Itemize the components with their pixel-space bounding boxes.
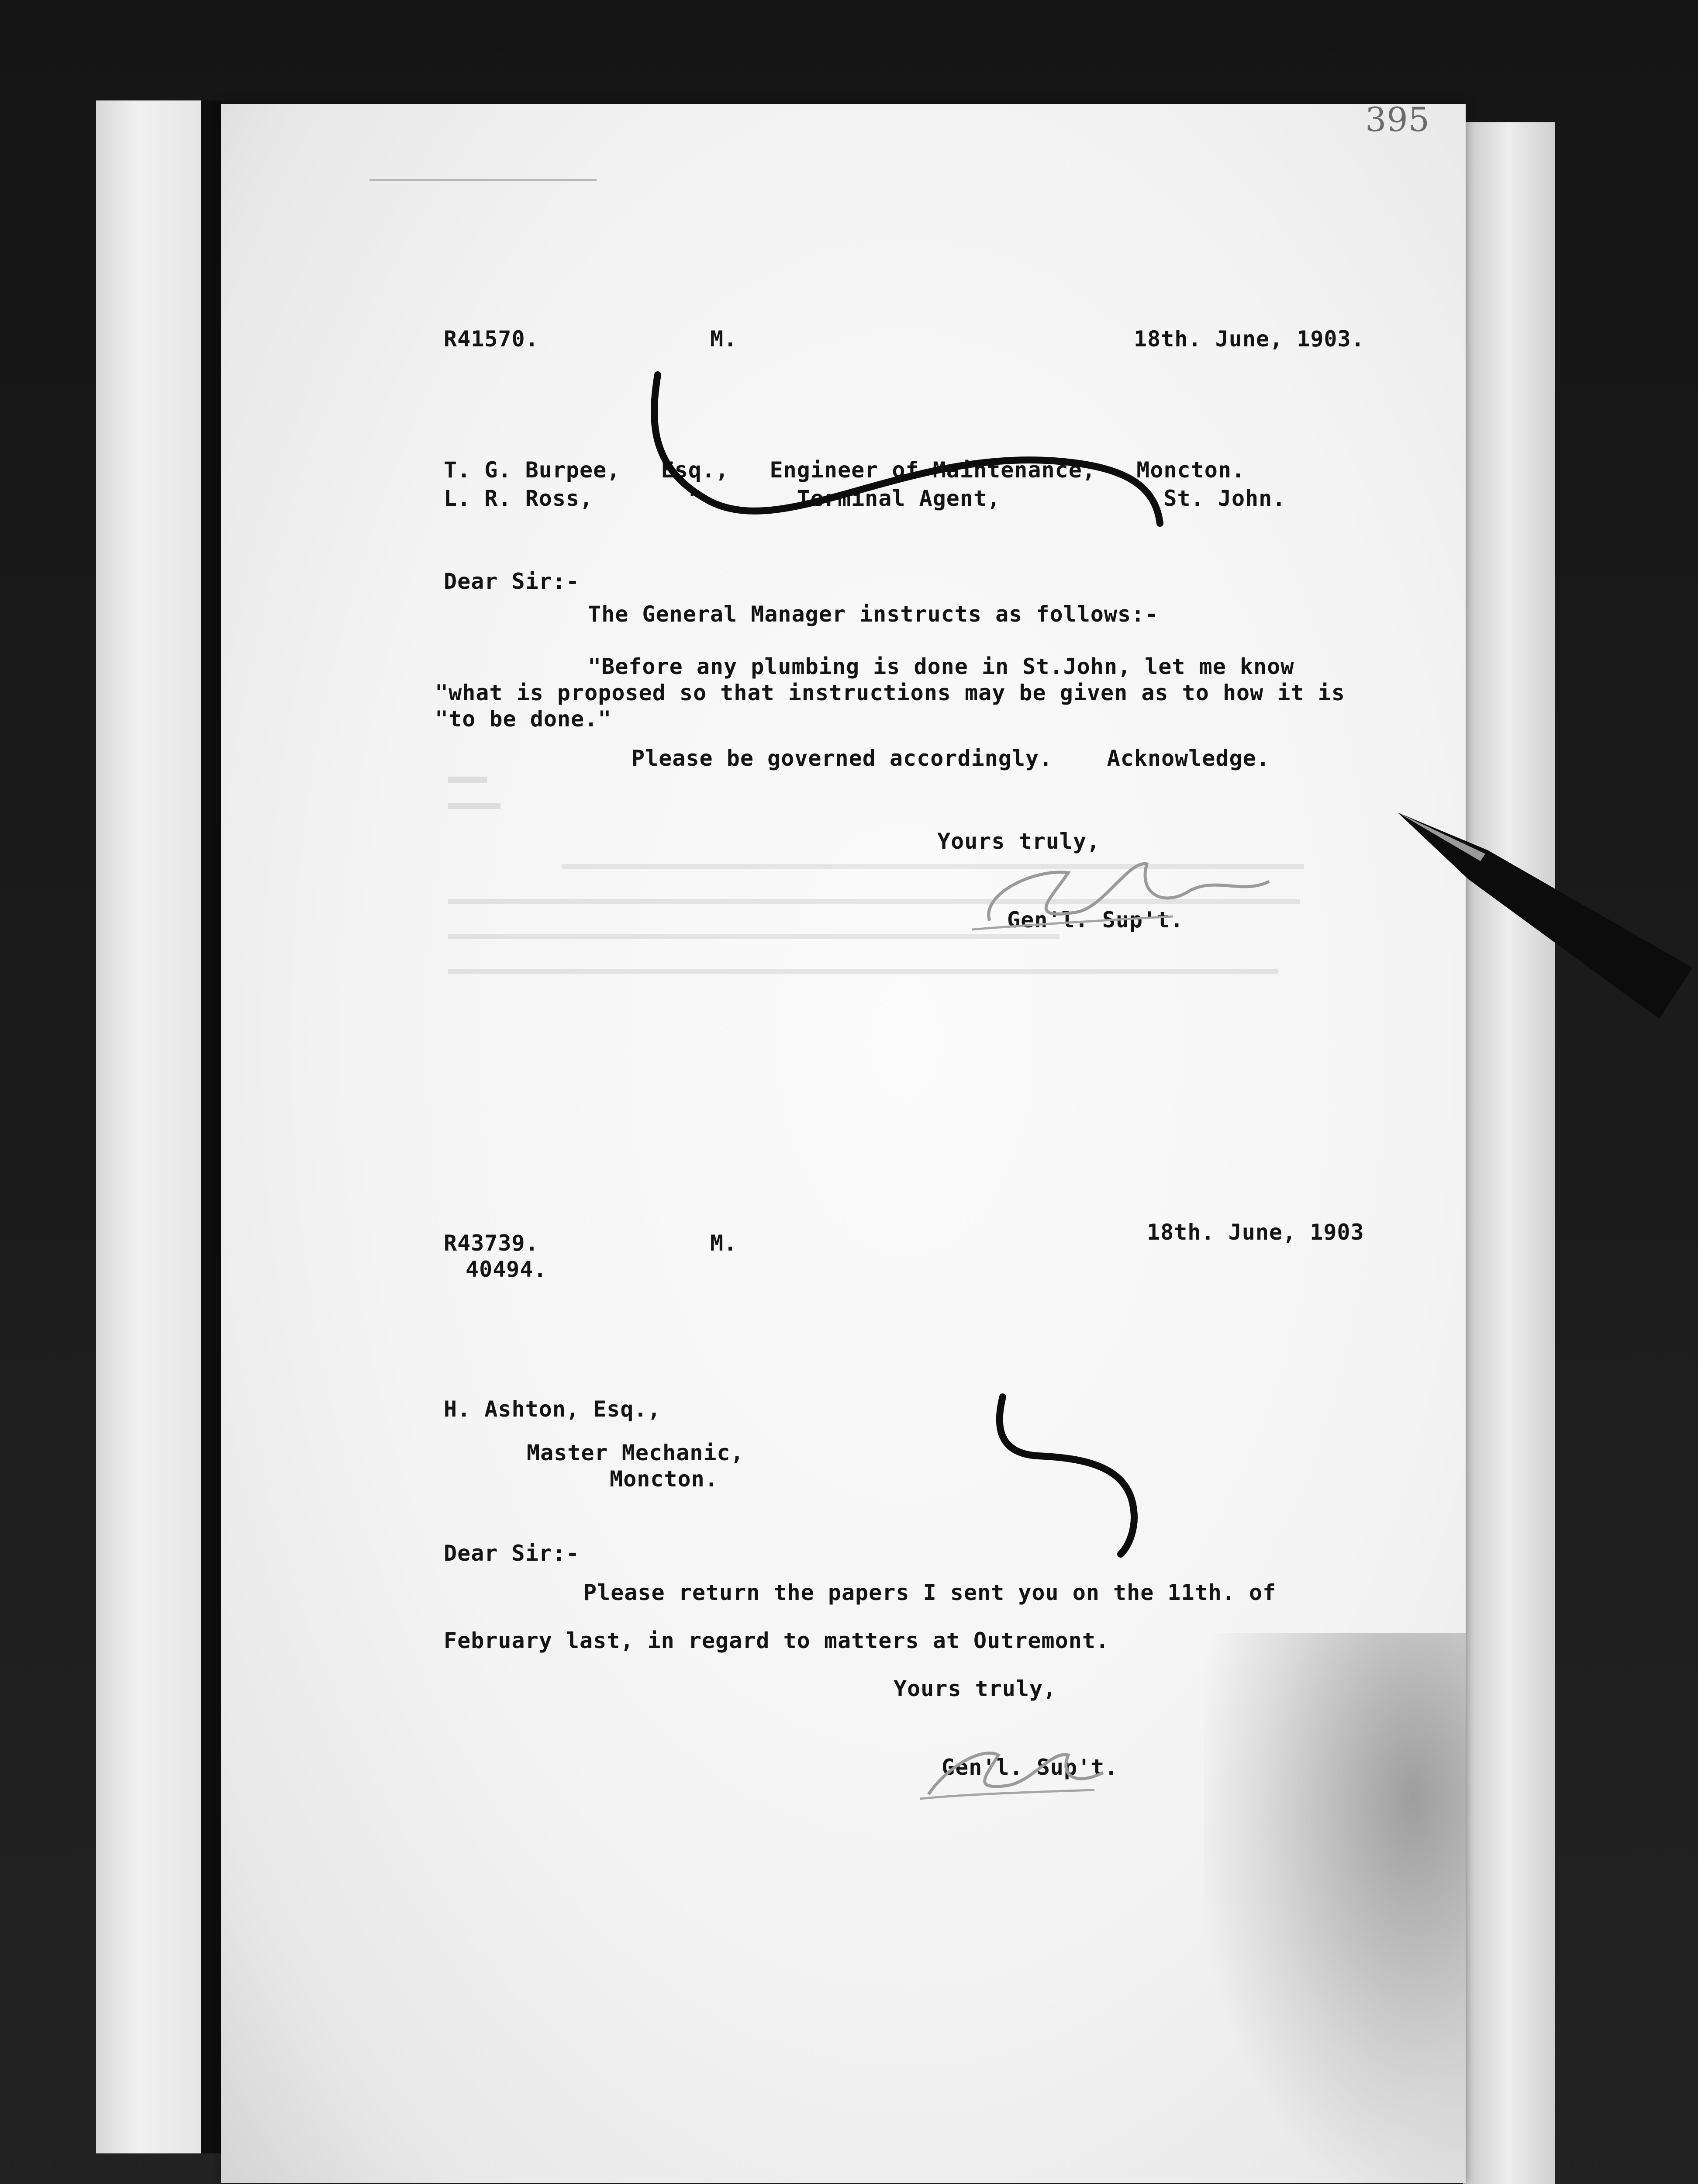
letter-one-salutation: Dear Sir:- — [444, 569, 580, 594]
letter-two-date: 18th. June, 1903 — [1147, 1220, 1364, 1245]
letter-two-recipient-city: Moncton. — [610, 1466, 718, 1492]
page-gutter-shadow — [201, 100, 221, 2153]
signature-two-icon — [911, 1720, 1138, 1807]
letter-two-body-1: Please return the papers I sent you on the 11th. of — [583, 1580, 1277, 1605]
letter-two-initial: M. — [710, 1230, 738, 1256]
letterbook-page — [221, 100, 1466, 2183]
page-shadow-lower-right — [1204, 1633, 1466, 2183]
letter-one-body-1: The General Manager instructs as follows:- — [588, 601, 1159, 627]
letter-one-body-4: "to be done." — [435, 706, 612, 732]
letter-one-body-3: "what is proposed so that instructions may be given as to how it is — [435, 680, 1345, 705]
letter-two-reference: R43739. — [444, 1230, 539, 1256]
handwritten-flourish-icon — [605, 357, 1217, 541]
letter-one-body-2: "Before any plumbing is done in St.John, let me know — [588, 654, 1294, 679]
letter-one-reference: R41570. — [444, 326, 539, 352]
letter-one-signoff: Gen'l. Sup't. — [1007, 907, 1184, 933]
page-number: 395 — [1365, 100, 1430, 139]
letter-two-recipient-name: H. Ashton, Esq., — [444, 1396, 661, 1422]
letter-one-closing: Yours truly, — [937, 829, 1101, 854]
letter-one-recipient-1: T. G. Burpee, Esq., Engineer of Maintenance, Moncton. — [444, 457, 1246, 483]
letter-one-initial: M. — [710, 326, 738, 352]
signature-one-icon — [963, 842, 1278, 947]
letter-two-recipient-title: Master Mechanic, — [527, 1440, 744, 1465]
faint-rule — [369, 179, 597, 181]
underlying-page-right — [1463, 122, 1555, 2184]
letter-two-signoff: Gen'l. Sup't. — [942, 1755, 1118, 1780]
underlying-page-left — [96, 100, 201, 2153]
letter-one-recipient-2: L. R. Ross, " Terminal Agent, St. John. — [444, 486, 1286, 511]
letter-two-salutation: Dear Sir:- — [444, 1541, 580, 1566]
letter-two-body-2: February last, in regard to matters at Outremont. — [444, 1628, 1110, 1653]
letter-two-reference-secondary: 40494. — [466, 1257, 547, 1282]
handwritten-flourish-two-icon — [963, 1379, 1182, 1563]
letter-one-date: 18th. June, 1903. — [1134, 326, 1365, 352]
letter-two-closing: Yours truly, — [894, 1676, 1057, 1701]
letter-one-body-5: Please be governed accordingly. Acknowledge. — [632, 746, 1270, 771]
